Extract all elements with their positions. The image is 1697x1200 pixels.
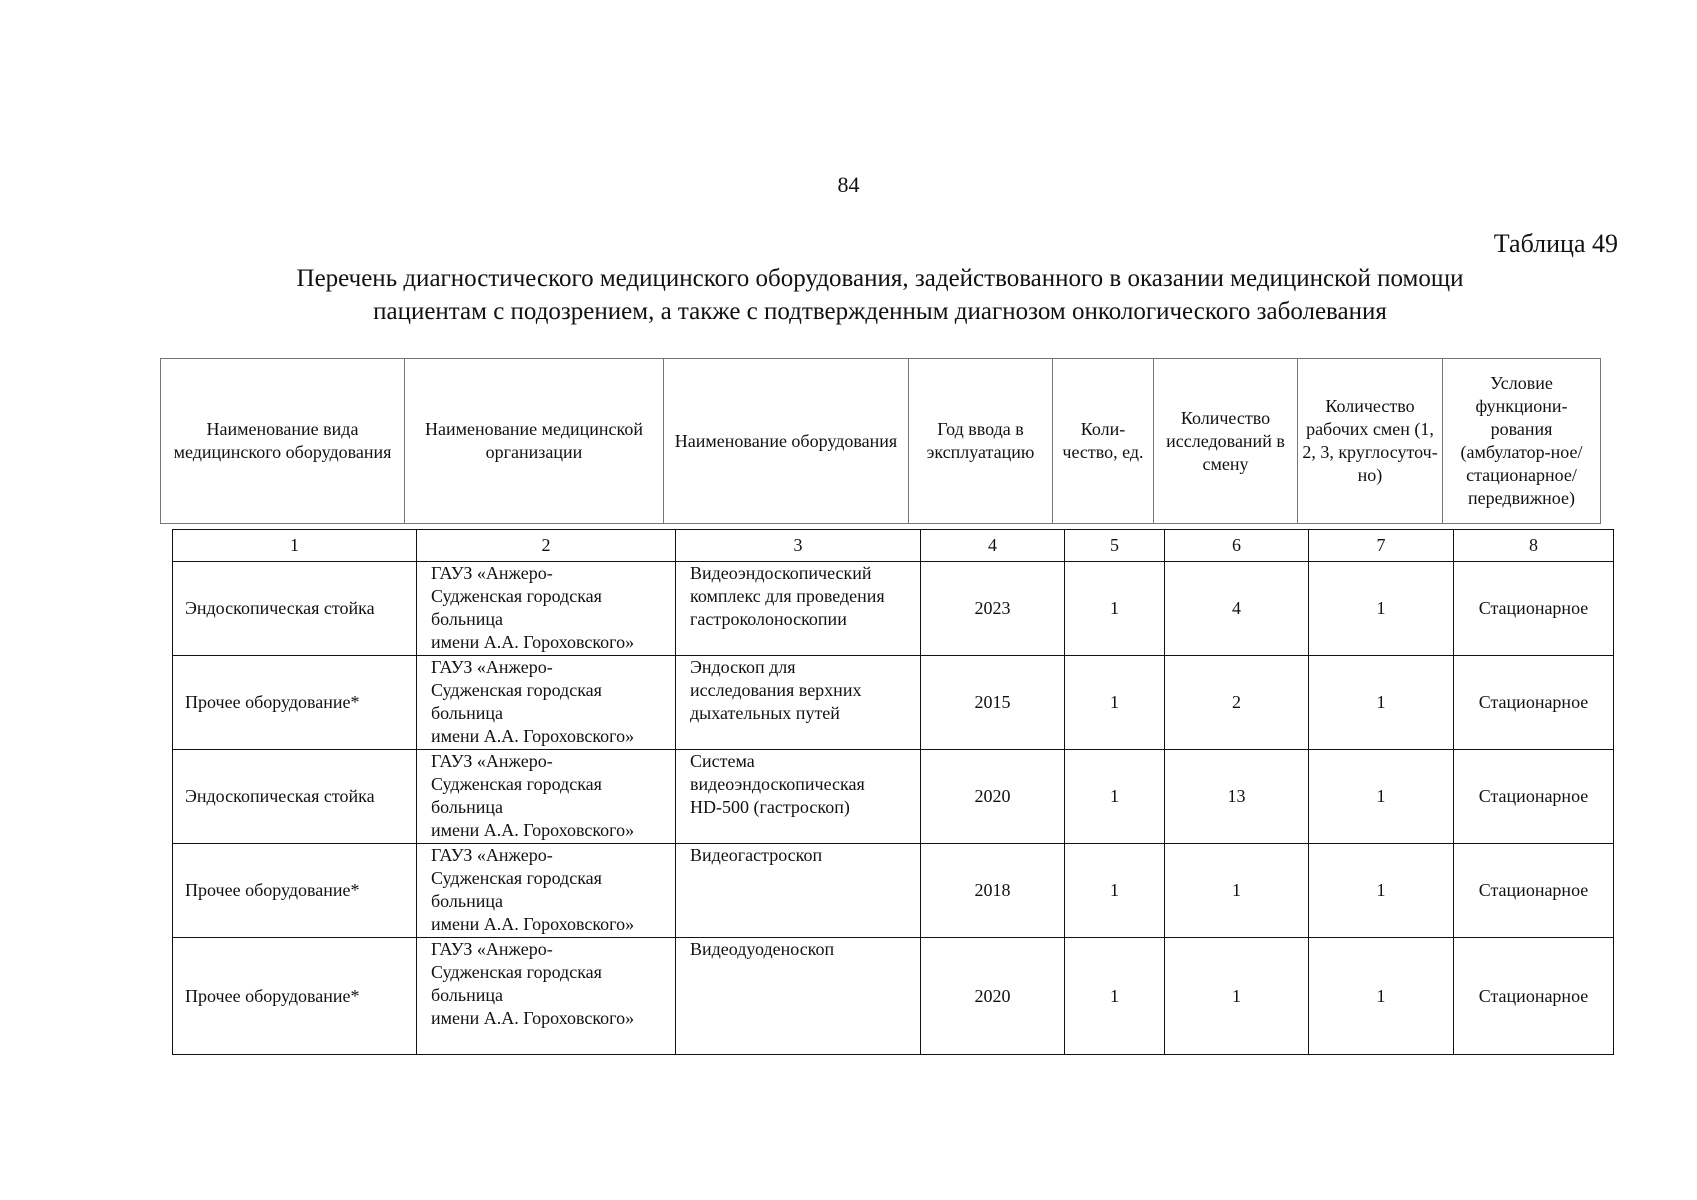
table-row: [173, 750, 1614, 844]
header-cell: [1443, 359, 1601, 524]
year-cell: 2020: [921, 750, 1065, 844]
studies-cell: 13: [1165, 750, 1309, 844]
equipment-table: [172, 529, 1614, 1055]
table-row: [173, 844, 1614, 938]
quantity-cell: 1: [1065, 562, 1165, 656]
quantity-cell: 1: [1065, 844, 1165, 938]
header-cell: [664, 359, 909, 524]
organization-cell: ГАУЗ «Анжеро- Судженская городская больница имени А.А. Гороховского»: [417, 938, 676, 1055]
year-cell: 2018: [921, 844, 1065, 938]
studies-cell: 1: [1165, 938, 1309, 1055]
quantity-cell: 1: [1065, 750, 1165, 844]
year-cell: 2015: [921, 656, 1065, 750]
equipment-kind-cell: Прочее оборудование*: [173, 656, 417, 750]
equipment-kind-cell: Прочее оборудование*: [173, 844, 417, 938]
organization-cell: ГАУЗ «Анжеро- Судженская городская больница имени А.А. Гороховского»: [417, 844, 676, 938]
condition-cell: Стационарное: [1454, 938, 1614, 1055]
page-number: 84: [837, 172, 860, 197]
header-text: Количество исследований в смену: [1166, 407, 1285, 474]
equipment-name-cell: Видеодуоденоскоп: [676, 938, 921, 1055]
organization-cell: ГАУЗ «Анжеро- Судженская городская больница имени А.А. Гороховского»: [417, 656, 676, 750]
title-line-1: Перечень диагностического медицинского оборудования, задействованного в оказании медицинской помощи: [296, 265, 1464, 292]
header-table: [160, 358, 1601, 524]
column-number-row: [173, 530, 1614, 562]
condition-cell: Стационарное: [1454, 844, 1614, 938]
header-cell: [1298, 359, 1443, 524]
shifts-cell: 1: [1309, 656, 1454, 750]
equipment-kind-cell: Эндоскопическая стойка: [173, 750, 417, 844]
condition-cell: Стационарное: [1454, 750, 1614, 844]
organization-cell: ГАУЗ «Анжеро- Судженская городская больница имени А.А. Гороховского»: [417, 562, 676, 656]
year-cell: 2020: [921, 938, 1065, 1055]
header-cell: [1154, 359, 1298, 524]
header-text: Наименование вида медицинского оборудования: [173, 419, 392, 462]
quantity-cell: 1: [1065, 938, 1165, 1055]
column-number: 3: [676, 530, 921, 562]
year-cell: 2023: [921, 562, 1065, 656]
title-line-2: пациентам с подозрением, а также с подтвержденным диагнозом онкологического заболевания: [373, 298, 1387, 325]
header-text: Наименование оборудования: [674, 430, 898, 451]
equipment-name-cell: Эндоскоп для исследования верхних дыхательных путей: [676, 656, 921, 750]
studies-cell: 4: [1165, 562, 1309, 656]
column-number: 6: [1165, 530, 1309, 562]
shifts-cell: 1: [1309, 750, 1454, 844]
equipment-name-cell: Система видеоэндоскопическая HD-500 (гастроскоп): [676, 750, 921, 844]
header-text: Год ввода в эксплуатацию: [926, 419, 1035, 462]
quantity-cell: 1: [1065, 656, 1165, 750]
column-number: 7: [1309, 530, 1454, 562]
header-text: Количество рабочих смен (1, 2, 3, круглосуточ-но): [1302, 396, 1438, 485]
header-cell: [405, 359, 664, 524]
table-row: [173, 938, 1614, 1055]
column-number: 5: [1065, 530, 1165, 562]
column-number: 1: [173, 530, 417, 562]
table-row: [173, 562, 1614, 656]
shifts-cell: 1: [1309, 844, 1454, 938]
organization-cell: ГАУЗ «Анжеро- Судженская городская больница имени А.А. Гороховского»: [417, 750, 676, 844]
studies-cell: 1: [1165, 844, 1309, 938]
header-cell: [1053, 359, 1154, 524]
condition-cell: Стационарное: [1454, 656, 1614, 750]
table-row: [173, 656, 1614, 750]
equipment-kind-cell: Эндоскопическая стойка: [173, 562, 417, 656]
document-title: [160, 262, 1600, 328]
shifts-cell: 1: [1309, 938, 1454, 1055]
header-cell: [909, 359, 1053, 524]
header-text: Коли-чество, ед.: [1062, 419, 1144, 462]
header-text: Наименование медицинской организации: [425, 419, 643, 462]
header-row: [161, 359, 1601, 524]
equipment-name-cell: Видеоэндоскопический комплекс для проведения гастроколоноскопии: [676, 562, 921, 656]
column-number: 8: [1454, 530, 1614, 562]
condition-cell: Стационарное: [1454, 562, 1614, 656]
column-number: 4: [921, 530, 1065, 562]
shifts-cell: 1: [1309, 562, 1454, 656]
studies-cell: 2: [1165, 656, 1309, 750]
header-text: Условие функциони-рования (амбулатор-ное/ стационарное/ передвижное): [1460, 373, 1583, 508]
equipment-name-cell: Видеогастроскоп: [676, 844, 921, 938]
equipment-kind-cell: Прочее оборудование*: [173, 938, 417, 1055]
table-label: Таблица 49: [1493, 229, 1618, 258]
header-cell: [161, 359, 405, 524]
column-number: 2: [417, 530, 676, 562]
